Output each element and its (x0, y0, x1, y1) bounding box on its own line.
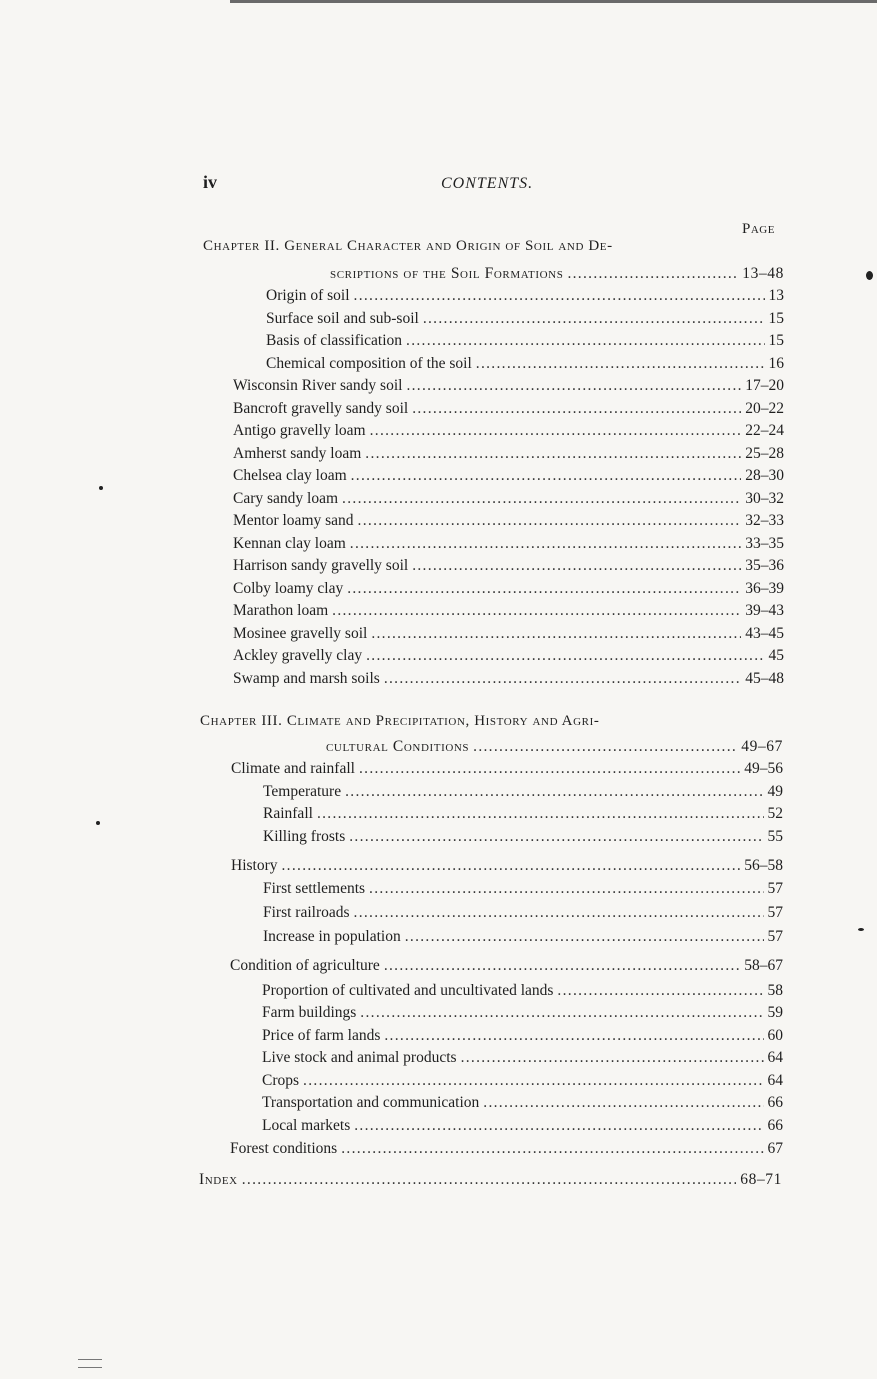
dot-leader (351, 467, 742, 485)
page-ref: 13–48 (742, 265, 784, 282)
entry-label: Index (199, 1171, 238, 1188)
dot-leader (354, 1117, 763, 1135)
dot-leader (332, 602, 741, 620)
page-ref: 57 (767, 904, 783, 921)
entry-label: Cary sandy loam (233, 490, 339, 507)
page-ref: 16 (768, 355, 784, 372)
toc-entry[interactable] (231, 857, 783, 875)
dot-leader (557, 982, 763, 1000)
page-ref: 57 (767, 928, 783, 945)
dot-leader (359, 760, 740, 778)
dot-leader (423, 310, 765, 328)
page-ref: 28–30 (745, 467, 784, 484)
toc-entry[interactable] (266, 310, 784, 328)
dot-leader (369, 880, 763, 898)
toc-entry[interactable] (262, 1117, 783, 1135)
toc-entry[interactable] (230, 1140, 783, 1158)
entry-label: Mentor loamy sand (233, 512, 354, 529)
entry-label: Antigo gravelly loam (233, 422, 366, 439)
page-ref: 33–35 (745, 535, 784, 552)
top-edge-rule (230, 0, 877, 3)
dot-leader (342, 490, 741, 508)
entry-label: Live stock and animal products (262, 1049, 457, 1066)
page-ref: 64 (767, 1049, 783, 1066)
toc-entry[interactable] (263, 828, 783, 846)
dot-leader (242, 1171, 737, 1189)
scan-mark (78, 1367, 102, 1368)
page-ref: 58–67 (744, 957, 783, 974)
running-head: CONTENTS. (441, 175, 534, 192)
dot-leader (567, 265, 738, 283)
toc-entry[interactable] (263, 880, 783, 898)
dot-leader (366, 647, 764, 665)
entry-label: Local markets (262, 1117, 351, 1134)
dot-leader (461, 1049, 764, 1067)
entry-label: Increase in population (263, 928, 401, 945)
entry-label: Chemical composition of the soil (266, 355, 472, 372)
toc-entry[interactable] (231, 760, 783, 778)
page-ref: 67 (767, 1140, 783, 1157)
chapter-heading-label: cultural Conditions (326, 738, 470, 755)
entry-label: Farm buildings (262, 1004, 357, 1021)
page-ref: 30–32 (745, 490, 784, 507)
dot-leader (360, 1004, 763, 1022)
toc-entry[interactable] (233, 445, 784, 463)
chapter-heading-label: scriptions of the Soil Formations (330, 265, 564, 282)
entry-label: Bancroft gravelly sandy soil (233, 400, 409, 417)
entry-label: Rainfall (263, 805, 313, 822)
scan-speck (858, 928, 864, 931)
entry-label: History (231, 857, 278, 874)
entry-label: Kennan clay loam (233, 535, 346, 552)
entry-label: First settlements (263, 880, 366, 897)
dot-leader (365, 445, 741, 463)
entry-label: Colby loamy clay (233, 580, 344, 597)
toc-entry[interactable] (262, 1094, 783, 1112)
toc-entry[interactable] (233, 377, 784, 395)
toc-entry[interactable] (262, 1049, 783, 1067)
chapter-heading-entry[interactable] (330, 265, 784, 283)
page-ref: 64 (767, 1072, 783, 1089)
toc-entry[interactable] (263, 783, 783, 801)
dot-leader (303, 1072, 763, 1090)
page-ref: 49–56 (744, 760, 783, 777)
toc-entry[interactable] (233, 490, 784, 508)
dot-leader (371, 625, 741, 643)
entry-label: Transportation and communication (262, 1094, 480, 1111)
dot-leader (412, 400, 741, 418)
page-ref: 52 (767, 805, 783, 822)
dot-leader (345, 783, 763, 801)
page-ref: 17–20 (745, 377, 784, 394)
chapter-heading-line: Chapter II. General Character and Origin of Soil and De- (203, 238, 613, 254)
toc-entry[interactable] (233, 535, 784, 553)
entry-label: Proportion of cultivated and uncultivated lands (262, 982, 554, 999)
scan-mark (78, 1359, 102, 1360)
toc-entry[interactable] (233, 467, 784, 485)
scan-speck (99, 486, 103, 490)
page-ref: 60 (767, 1027, 783, 1044)
toc-entry[interactable] (233, 625, 784, 643)
page-ref: 49 (767, 783, 783, 800)
toc-entry[interactable] (263, 928, 783, 946)
toc-entry[interactable] (266, 355, 784, 373)
chapter-heading-line: Chapter III. Climate and Precipitation, History and Agri- (200, 713, 600, 729)
entry-label: Price of farm lands (262, 1027, 381, 1044)
toc-entry[interactable] (233, 602, 784, 620)
dot-leader (473, 738, 737, 756)
toc-entry[interactable] (233, 400, 784, 418)
page-ref: 20–22 (745, 400, 784, 417)
toc-entry[interactable] (233, 647, 784, 665)
dot-leader (350, 535, 741, 553)
page-ref: 66 (767, 1094, 783, 1111)
toc-entry[interactable] (266, 332, 784, 350)
entry-label: Killing frosts (263, 828, 346, 845)
scan-speck (96, 821, 100, 825)
chapter-heading-entry[interactable] (326, 738, 783, 756)
page-ref: 56–58 (744, 857, 783, 874)
toc-entry[interactable] (233, 670, 784, 688)
entry-label: Amherst sandy loam (233, 445, 362, 462)
entry-label: Marathon loam (233, 602, 329, 619)
entry-label: Chelsea clay loam (233, 467, 347, 484)
entry-label: Basis of classification (266, 332, 403, 349)
dot-leader (384, 957, 740, 975)
page-ref: 25–28 (745, 445, 784, 462)
dot-leader (317, 805, 764, 823)
index-entry[interactable] (199, 1171, 782, 1189)
page-ref: 49–67 (741, 738, 783, 755)
toc-entry[interactable] (262, 1004, 783, 1022)
toc-entry[interactable] (262, 1027, 783, 1045)
page-ref: 39–43 (745, 602, 784, 619)
dot-leader (406, 332, 764, 350)
entry-label: Mosinee gravelly soil (233, 625, 368, 642)
page-ref: 43–45 (745, 625, 784, 642)
page-ref: 66 (767, 1117, 783, 1134)
toc-entry[interactable] (233, 557, 784, 575)
scan-speck (866, 271, 873, 280)
page-ref: 45 (768, 647, 784, 664)
toc-entry[interactable] (266, 287, 784, 305)
dot-leader (354, 904, 764, 922)
dot-leader (282, 857, 741, 875)
dot-leader (358, 512, 742, 530)
page-ref: 32–33 (745, 512, 784, 529)
toc-entry[interactable] (262, 982, 783, 1000)
entry-label: Temperature (263, 783, 342, 800)
entry-label: Wisconsin River sandy soil (233, 377, 403, 394)
page-ref: 45–48 (745, 670, 784, 687)
page-ref: 22–24 (745, 422, 784, 439)
dot-leader (483, 1094, 763, 1112)
page-column-label: Page (742, 221, 775, 237)
dot-leader (349, 828, 763, 846)
entry-label: First railroads (263, 904, 350, 921)
page-ref: 55 (767, 828, 783, 845)
page-ref: 36–39 (745, 580, 784, 597)
page-ref: 15 (768, 332, 784, 349)
toc-entry[interactable] (263, 805, 783, 823)
toc-entry[interactable] (233, 422, 784, 440)
dot-leader (341, 1140, 763, 1158)
toc-entry[interactable] (262, 1072, 783, 1090)
dot-leader (384, 1027, 763, 1045)
page-ref: 15 (768, 310, 784, 327)
dot-leader (354, 287, 765, 305)
dot-leader (405, 928, 764, 946)
entry-label: Origin of soil (266, 287, 350, 304)
entry-label: Surface soil and sub-soil (266, 310, 419, 327)
dot-leader (476, 355, 765, 373)
entry-label: Climate and rainfall (231, 760, 355, 777)
page-ref: 35–36 (745, 557, 784, 574)
page-ref: 13 (768, 287, 784, 304)
page-ref: 59 (767, 1004, 783, 1021)
entry-label: Ackley gravelly clay (233, 647, 363, 664)
toc-entry[interactable] (233, 580, 784, 598)
dot-leader (370, 422, 742, 440)
entry-label: Swamp and marsh soils (233, 670, 380, 687)
page-number: iv (203, 172, 218, 192)
entry-label: Harrison sandy gravelly soil (233, 557, 409, 574)
dot-leader (347, 580, 741, 598)
toc-entry[interactable] (230, 957, 783, 975)
toc-entry[interactable] (233, 512, 784, 530)
toc-entry[interactable] (263, 904, 783, 922)
dot-leader (384, 670, 741, 688)
dot-leader (406, 377, 741, 395)
entry-label: Condition of agriculture (230, 957, 380, 974)
page-ref: 57 (767, 880, 783, 897)
entry-label: Crops (262, 1072, 300, 1089)
entry-label: Forest conditions (230, 1140, 338, 1157)
page-ref: 58 (767, 982, 783, 999)
page-ref: 68–71 (740, 1171, 782, 1188)
dot-leader (412, 557, 741, 575)
